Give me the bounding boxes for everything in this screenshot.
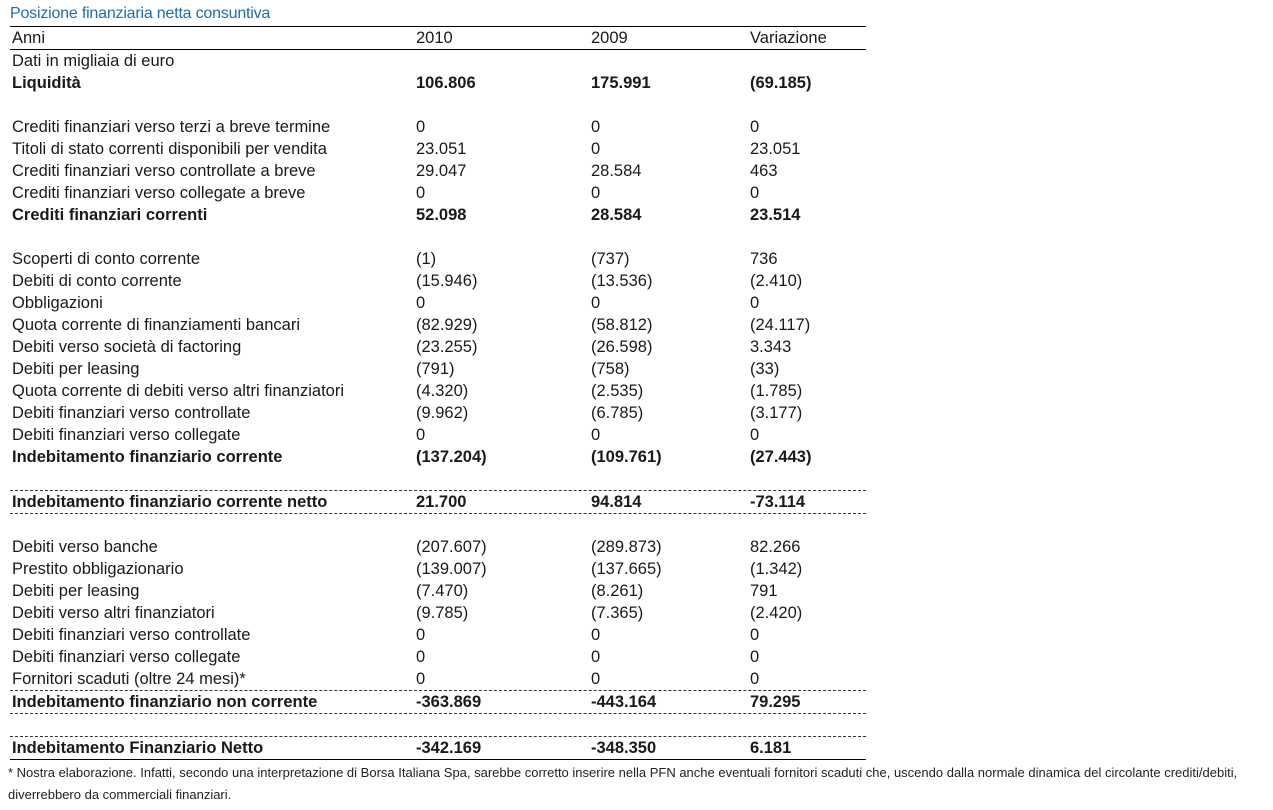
value-variation: 23.051	[750, 140, 801, 158]
table-row	[10, 270, 866, 292]
table-row	[10, 160, 866, 182]
row-label: Obbligazioni	[12, 294, 103, 312]
value-variation: -73.114	[750, 493, 806, 511]
row-label: Debiti finanziari verso controllate	[12, 626, 251, 644]
current-debts-group	[10, 248, 866, 446]
table-row	[10, 580, 866, 602]
table-header	[10, 26, 866, 50]
table-row	[10, 336, 866, 358]
value-2009: 0	[591, 426, 601, 444]
table-row	[10, 424, 866, 446]
row-label: Quota corrente di finanziamenti bancari	[12, 316, 300, 334]
value-variation: (2.420)	[750, 604, 803, 622]
footnote: * Nostra elaborazione. Infatti, secondo una interpretazione di Borsa Italiana Spa, sarebbe corretto inserire nella PFN anche eventuali fornitori scaduti che, uscendo dalla normale dinamica del circolante crediti/debiti, diverrebbero da commerciali finanziari.	[8, 765, 1238, 802]
row-label: Debiti finanziari verso collegate	[12, 426, 241, 444]
table-row	[10, 182, 866, 204]
value-2010: (9.785)	[416, 604, 469, 622]
value-2010: 21.700	[416, 493, 467, 511]
value-2010: 0	[416, 648, 426, 666]
value-2009: 0	[591, 294, 601, 312]
value-2010: 0	[416, 670, 426, 688]
value-2010: 106.806	[416, 74, 476, 92]
value-2009: (7.365)	[591, 604, 644, 622]
value-2010: (139.007)	[416, 560, 487, 578]
value-2009: 28.584	[591, 162, 642, 180]
value-2009: 175.991	[591, 74, 651, 92]
value-2009: 0	[591, 626, 601, 644]
value-2010: -342.169	[416, 739, 482, 757]
value-2009: 28.584	[591, 206, 642, 224]
value-2009: (13.536)	[591, 272, 653, 290]
value-2009: -443.164	[591, 693, 657, 711]
current-debt-total-row	[10, 446, 866, 468]
table-row	[10, 138, 866, 160]
table-row	[10, 402, 866, 424]
value-2010: (9.962)	[416, 404, 469, 422]
value-variation: 79.295	[750, 693, 801, 711]
value-2009: (737)	[591, 250, 630, 268]
value-2010: (137.204)	[416, 448, 487, 466]
row-label: Prestito obbligazionario	[12, 560, 184, 578]
value-variation: 0	[750, 184, 760, 202]
spacer	[10, 714, 866, 736]
spacer	[10, 514, 866, 536]
row-label: Indebitamento finanziario corrente netto	[12, 493, 328, 511]
table-row	[10, 624, 866, 646]
value-2010: (82.929)	[416, 316, 478, 334]
value-2010: (1)	[416, 250, 437, 268]
table-row	[10, 536, 866, 558]
value-2009: (109.761)	[591, 448, 662, 466]
value-2009: (26.598)	[591, 338, 653, 356]
row-label: Crediti finanziari verso terzi a breve termine	[12, 118, 331, 136]
value-2009: 0	[591, 184, 601, 202]
value-variation: 0	[750, 648, 760, 666]
header-2010: 2010	[416, 29, 453, 47]
value-2010: (7.470)	[416, 582, 469, 600]
net-current-debt-row	[10, 490, 866, 514]
row-label: Crediti finanziari verso collegate a breve	[12, 184, 306, 202]
value-variation: 6.181	[750, 739, 792, 757]
value-2010: 23.051	[416, 140, 467, 158]
non-current-debt-total-row	[10, 690, 866, 714]
table-row	[10, 314, 866, 336]
row-label: Indebitamento finanziario non corrente	[12, 693, 318, 711]
table-row	[10, 558, 866, 580]
value-2009: (2.535)	[591, 382, 644, 400]
value-variation: (33)	[750, 360, 780, 378]
value-variation: 463	[750, 162, 778, 180]
row-label: Debiti per leasing	[12, 360, 140, 378]
row-label: Fornitori scaduti (oltre 24 mesi)*	[12, 670, 246, 688]
value-variation: 0	[750, 294, 760, 312]
value-variation: (1.342)	[750, 560, 803, 578]
header-years: Anni	[12, 29, 46, 47]
table-row	[10, 380, 866, 402]
table-row	[10, 602, 866, 624]
value-2009: (6.785)	[591, 404, 644, 422]
value-2010: 52.098	[416, 206, 467, 224]
value-2010: (15.946)	[416, 272, 478, 290]
row-label: Debiti finanziari verso collegate	[12, 648, 241, 666]
value-variation: 0	[750, 670, 760, 688]
value-2010: 0	[416, 294, 426, 312]
value-variation: 736	[750, 250, 778, 268]
net-debt-row	[10, 736, 866, 760]
table-row	[10, 358, 866, 380]
row-label: Liquidità	[12, 74, 81, 92]
value-variation: (24.117)	[750, 316, 811, 334]
spacer	[10, 468, 866, 490]
value-2009: (58.812)	[591, 316, 653, 334]
row-label: Debiti per leasing	[12, 582, 140, 600]
unit-note-row	[10, 50, 866, 72]
value-2010: (23.255)	[416, 338, 478, 356]
value-variation: (1.785)	[750, 382, 803, 400]
table-row	[10, 292, 866, 314]
row-label: Titoli di stato correnti disponibili per vendita	[12, 140, 327, 158]
row-label: Indebitamento Finanziario Netto	[12, 739, 264, 757]
value-2009: (8.261)	[591, 582, 644, 600]
value-2009: (289.873)	[591, 538, 662, 556]
value-variation: 23.514	[750, 206, 801, 224]
value-variation: 0	[750, 626, 760, 644]
value-2009: 0	[591, 118, 601, 136]
value-variation: 0	[750, 426, 760, 444]
spacer	[10, 94, 866, 116]
table-row	[10, 668, 866, 690]
header-variation: Variazione	[750, 29, 827, 47]
row-label: Crediti finanziari correnti	[12, 206, 208, 224]
value-2009: -348.350	[591, 739, 657, 757]
row-label: Crediti finanziari verso controllate a breve	[12, 162, 316, 180]
value-2009: 0	[591, 140, 601, 158]
value-2010: (791)	[416, 360, 455, 378]
value-2009: (758)	[591, 360, 630, 378]
value-2009: 0	[591, 670, 601, 688]
unit-note: Dati in migliaia di euro	[12, 52, 175, 70]
table-title: Posizione finanziaria netta consuntiva	[10, 5, 271, 22]
current-credits-total-row	[10, 204, 866, 226]
value-2009: 0	[591, 648, 601, 666]
value-2010: 0	[416, 626, 426, 644]
row-label: Indebitamento finanziario corrente	[12, 448, 283, 466]
value-2010: 29.047	[416, 162, 467, 180]
row-label: Debiti finanziari verso controllate	[12, 404, 251, 422]
table-row	[10, 116, 866, 138]
spacer	[10, 226, 866, 248]
row-label: Debiti verso banche	[12, 538, 158, 556]
value-2010: 0	[416, 426, 426, 444]
value-2010: 0	[416, 118, 426, 136]
value-2010: (4.320)	[416, 382, 469, 400]
header-2009: 2009	[591, 29, 628, 47]
liquidity-row	[10, 72, 866, 94]
value-variation: (69.185)	[750, 74, 812, 92]
value-variation: 82.266	[750, 538, 801, 556]
value-2010: (207.607)	[416, 538, 487, 556]
value-variation: (27.443)	[750, 448, 812, 466]
value-2009: (137.665)	[591, 560, 662, 578]
row-label: Scoperti di conto corrente	[12, 250, 201, 268]
value-variation: 0	[750, 118, 760, 136]
value-variation: (2.410)	[750, 272, 803, 290]
row-label: Quota corrente di debiti verso altri finanziatori	[12, 382, 344, 400]
value-variation: 3.343	[750, 338, 792, 356]
row-label: Debiti verso società di factoring	[12, 338, 242, 356]
non-current-debts-group	[10, 536, 866, 690]
value-variation: 791	[750, 582, 778, 600]
table-row	[10, 646, 866, 668]
value-2009: 94.814	[591, 493, 642, 511]
row-label: Debiti verso altri finanziatori	[12, 604, 215, 622]
value-variation: (3.177)	[750, 404, 803, 422]
credits-group	[10, 116, 866, 204]
table-row	[10, 248, 866, 270]
row-label: Debiti di conto corrente	[12, 272, 182, 290]
value-2010: 0	[416, 184, 426, 202]
financial-position-table	[10, 26, 866, 760]
value-2010: -363.869	[416, 693, 482, 711]
